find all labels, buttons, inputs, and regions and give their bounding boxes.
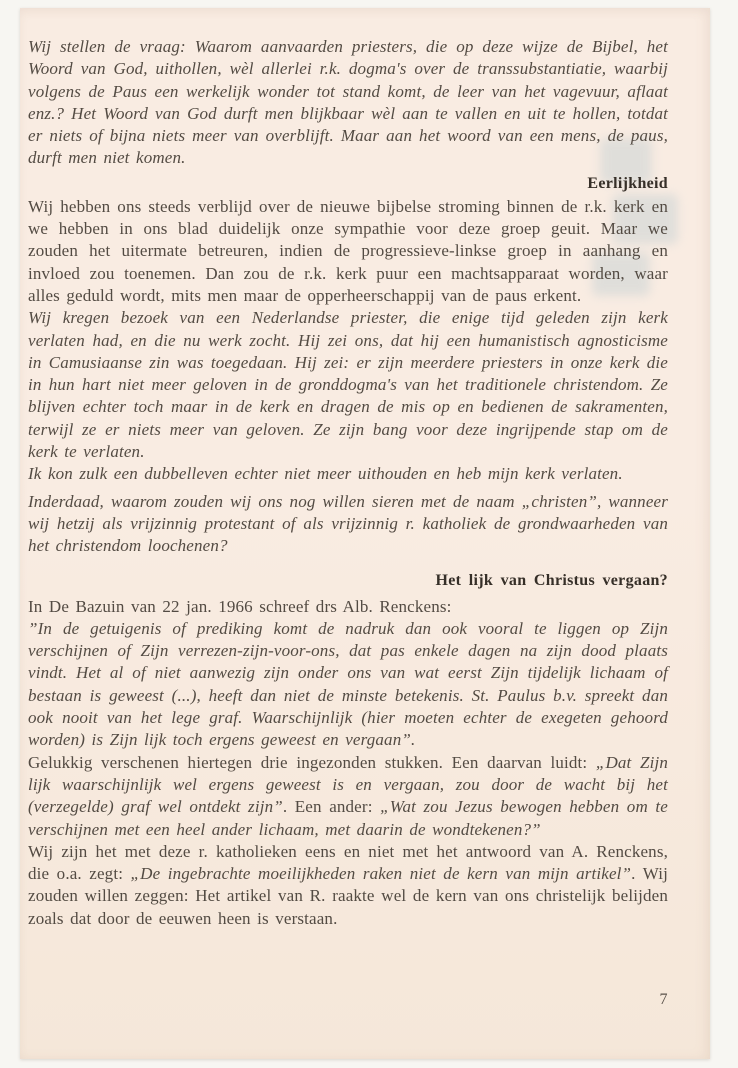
paragraph <box>28 491 668 558</box>
paragraph <box>28 463 668 485</box>
paragraph <box>28 596 668 618</box>
text-segment: Wij zijn het met deze r. katholieken eens en niet met het antwoord van A. Renckens, die o.a. zegt: <box>28 841 668 884</box>
scanned-page <box>20 8 710 1059</box>
text-segment: In De Bazuin van 22 jan. 1966 schreef drs Alb. Renckens: <box>28 596 452 616</box>
italic-text-segment: „Dat Zijn lijk waarschijnlijk wel ergens geweest is en vergaan, zou door de wacht bij het (verzegelde) graf wel ontdekt zijn” <box>28 752 668 817</box>
paragraph <box>28 196 668 307</box>
section-heading: Eerlijkheid <box>587 174 668 192</box>
text-block <box>28 36 668 930</box>
italic-text-segment: „De ingebrachte moeilijkheden raken niet de kern van mijn artikel” <box>130 864 632 884</box>
text-segment: . Een ander: <box>282 797 381 817</box>
paragraph <box>28 841 668 930</box>
page-number: 7 <box>659 991 668 1008</box>
section-heading: Het lijk van Christus vergaan? <box>435 571 668 589</box>
italic-text-segment: Ik kon zulk een dubbelleven echter niet meer uithouden en heb mijn kerk verlaten. <box>28 464 623 484</box>
paragraph <box>28 307 668 463</box>
italic-text-segment: Wij kregen bezoek van een Nederlandse priester, die enige tijd geleden zijn kerk verlaten had, en die nu werk zocht. Hij zei ons, dat hij een humanistisch agnosticisme in Camusiaanse zin was toegedaan. Hij zei: er zijn meerdere priesters in onze kerk die in hun hart niet meer geloven in de gronddogma's van het traditionele christendom. Ze blijven echter toch maar in de kerk en dragen de mis op en bedienen de sakramenten, terwijl ze er niets meer van geloven. Ze zijn bang voor deze ingrijpende stap om de kerk te verlaten. <box>28 308 668 462</box>
italic-text-segment: Wij stellen de vraag: Waarom aanvaarden priesters, die op deze wijze de Bijbel, het Woord van God, uithollen, wèl allerlei r.k. dogma's over de transsubstantiatie, waarbij volgens de Paus een werkelijk wonder tot stand komt, de leer van het vagevuur, aflaat enz.? Het Woord van God durft men blijkbaar wèl aan te vallen en uit te hollen, totdat er niets of bijna niets meer van overblijft. Maar aan het woord van een mens, de paus, durft men niet komen. <box>28 37 668 168</box>
italic-text-segment: „Wat zou Jezus bewogen hebben om te verschijnen met een heel ander lichaam, met daarin de wondtekenen?” <box>28 797 668 839</box>
text-segment: Wij hebben ons steeds verblijd over de nieuwe bijbelse stroming binnen de r.k. kerk en we hebben in ons blad duidelijk onze sympathie voor deze groep geuit. Maar we zouden het uitermate betreuren, indien de progressieve-linkse groep in aanhang en invloed zou toenemen. Dan zou de r.k. kerk puur een machtsapparaat worden, waar alles geduld wordt, mits men maar de opperheerschappij van de paus erkent. <box>28 196 668 305</box>
text-segment: Gelukkig verschenen hiertegen drie ingezonden stukken. Een daarvan luidt: <box>28 752 596 772</box>
paragraph <box>28 36 668 170</box>
italic-text-segment: ”In de getuigenis of prediking komt de nadruk dan ook vooral te liggen op Zijn verschijnen of Zijn verrezen-zijn-voor-ons, dat pas enkele dagen na zijn dood plaats vindt. Het al of niet aanwezig zijn onder ons van wat eerst Zijn tijdelijk lichaam of bestaan is geweest (...), heeft dan niet de minste betekenis. St. Paulus b.v. spreekt dan ook nooit van het lege graf. Waarschijnlijk (hier moeten echter de exegeten gehoord worden) is Zijn lijk toch ergens geweest en vergaan”. <box>28 618 668 750</box>
italic-text-segment: Inderdaad, waarom zouden wij ons nog willen sieren met de naam „christen”, wanneer wij hetzij als vrijzinnig protestant of als vrijzinnig r. katholiek de grondwaarheden van het christendom loochenen? <box>28 491 668 556</box>
paragraph <box>28 618 668 752</box>
paragraph <box>28 752 668 841</box>
text-segment: . Wij zouden willen zeggen: Het artikel van R. raakte wel de kern van ons christelijk belijden zoals dat door de eeuwen heen is verstaan. <box>28 864 668 928</box>
